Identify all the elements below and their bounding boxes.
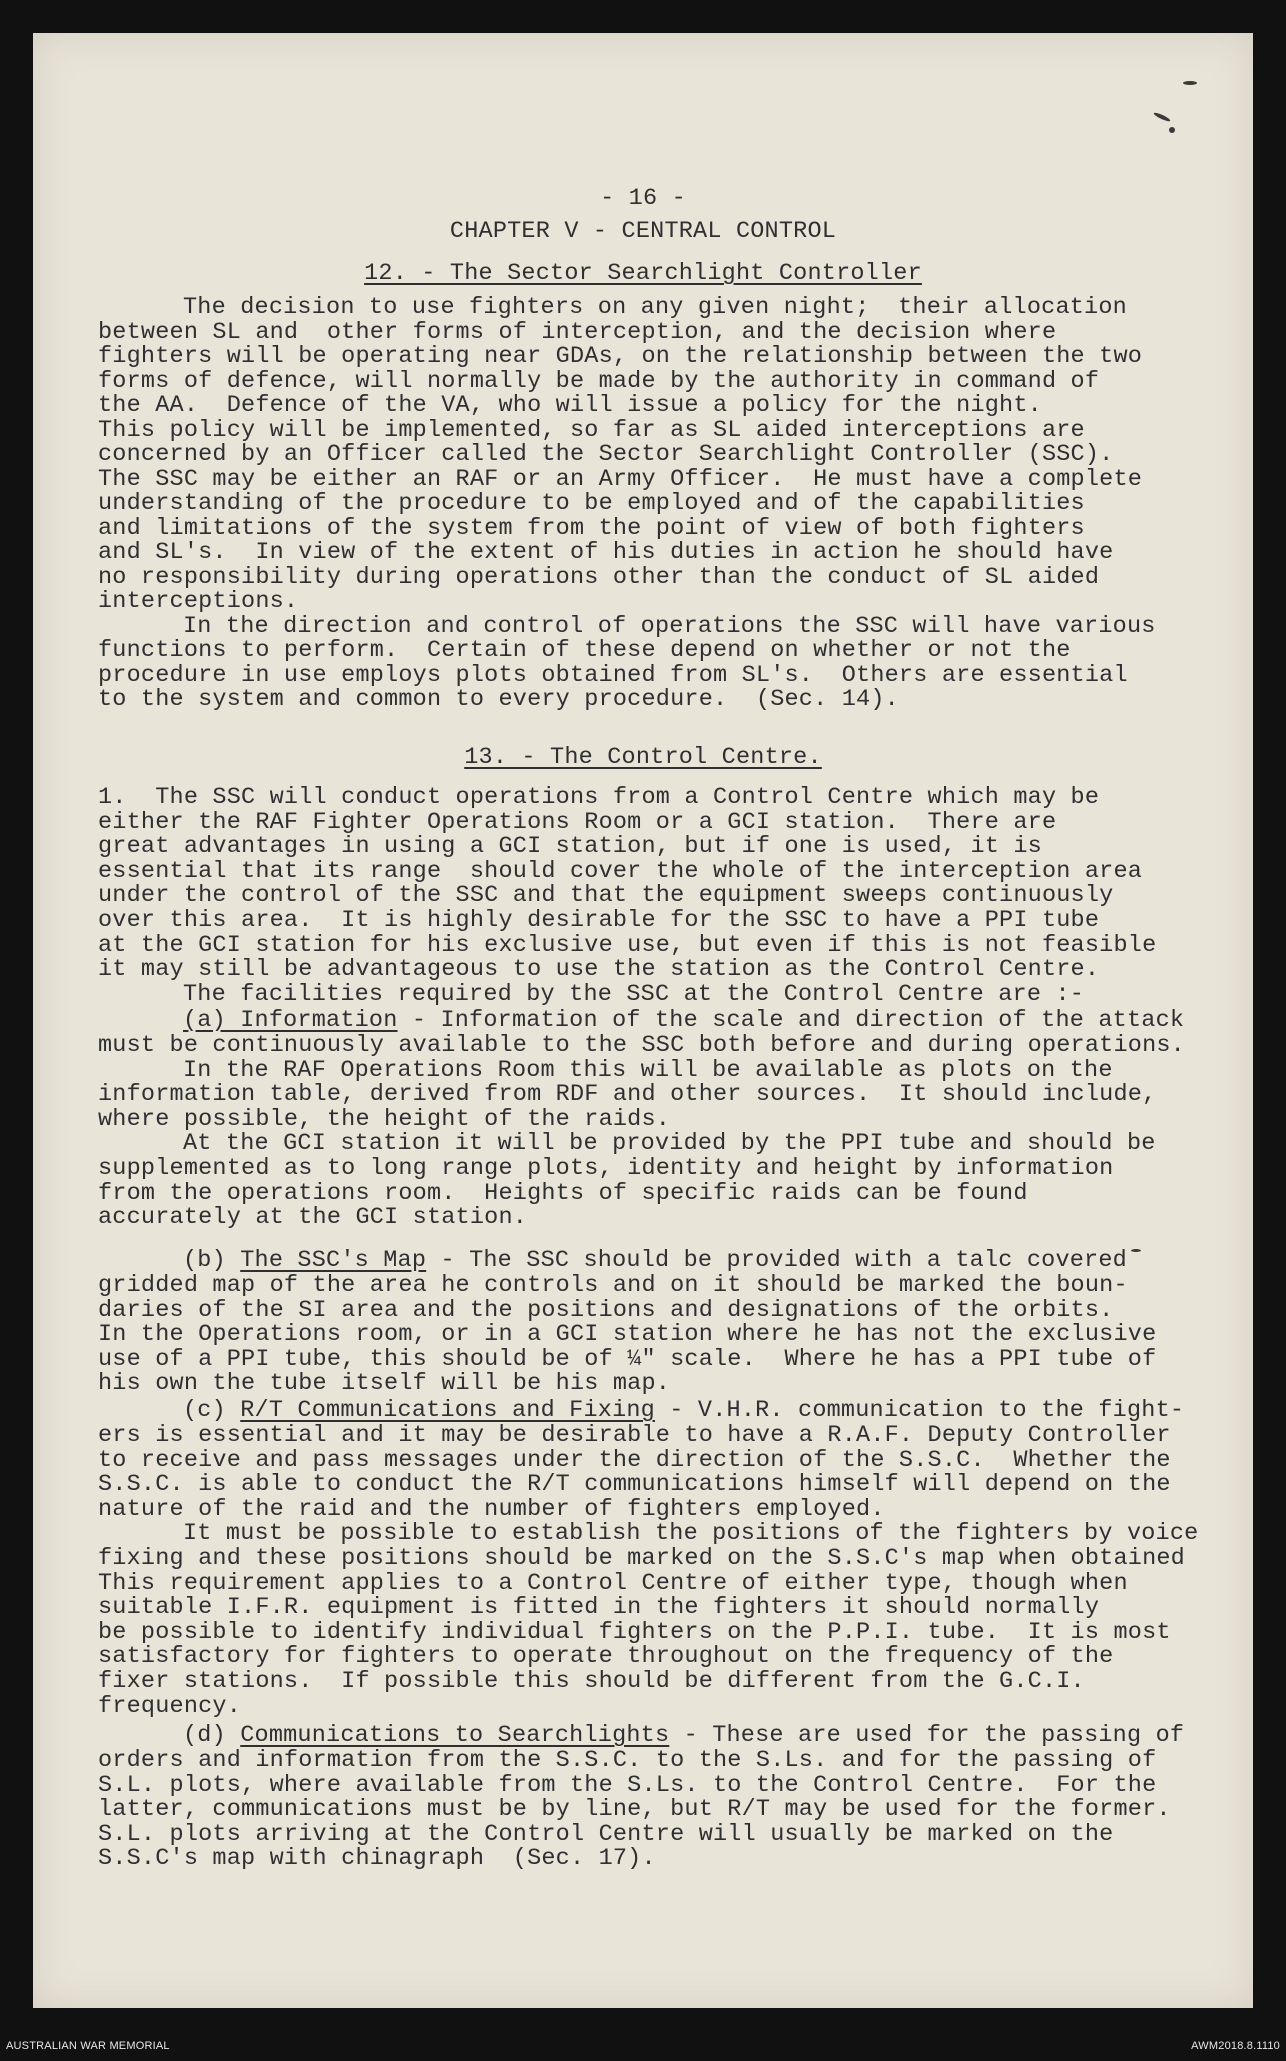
text-line: between SL and other forms of interception, and the decision where (98, 318, 1057, 346)
text-line: The SSC may be either an RAF or an Army Officer. He must have a complete (98, 465, 1143, 493)
text-line: fixer stations. If possible this should be different from the G.C.I. (98, 1668, 1085, 1695)
section-12-heading: 12. - The Sector Searchlight Controller (364, 260, 922, 287)
text-line: In the RAF Operations Room this will be available as plots on the (183, 1056, 1113, 1084)
text-line: satisfactory for fighters to operate throughout on the frequency of the (98, 1643, 1114, 1671)
text-line: must be continuously available to the SSC both before and during operations. (98, 1032, 1185, 1059)
item-c-rest: - V.H.R. communication to the fight- (655, 1397, 1185, 1424)
item-c-label: R/T Communications and Fixing (240, 1397, 655, 1424)
item-a-rest: - Information of the scale and direction of the attack (397, 1007, 1185, 1034)
item-b-prefix: (b) (183, 1247, 241, 1274)
item-d-prefix: (d) (183, 1722, 241, 1749)
page-number: - 16 - (600, 185, 686, 212)
footer-left: AUSTRALIAN WAR MEMORIAL (6, 2040, 170, 2052)
text-line: to receive and pass messages under the direction of the S.S.C. Whether the (98, 1446, 1171, 1474)
text-line: This requirement applies to a Control Centre of either type, though when (98, 1569, 1128, 1597)
text-line: At the GCI station it will be provided by the PPI tube and should be (183, 1130, 1156, 1158)
text-line: 1. The SSC will conduct operations from a Control Centre which may be (98, 784, 1100, 811)
text-line: functions to perform. Certain of these depend on whether or not the (98, 637, 1071, 664)
text-line: understanding of the procedure to be employed and of the capabilities (98, 490, 1085, 517)
text-line: under the control of the SSC and that the equipment sweeps continuously (98, 882, 1114, 910)
text-line: frequency. (98, 1692, 242, 1720)
text-line: and limitations of the system from the point of view of both fighters (98, 514, 1085, 542)
text-line: supplemented as to long range plots, identity and height by information (98, 1155, 1114, 1182)
text-line: either the RAF Fighter Operations Room or a GCI station. There are (98, 808, 1057, 836)
text-line: concerned by an Officer called the Sector Searchlight Controller (SSC). (98, 441, 1114, 468)
text-line: S.L. plots, where available from the S.Ls. to the Control Centre. For the (98, 1771, 1157, 1799)
text-line: S.L. plots arriving at the Control Centre will usually be marked on the (98, 1820, 1114, 1848)
section-13-heading: 13. - The Control Centre. (464, 744, 822, 771)
text-line: suitable I.F.R. equipment is fitted in the fighters it should normally (98, 1594, 1100, 1622)
item-d-label: Communications to Searchlights (240, 1722, 670, 1749)
text-line: the AA. Defence of the VA, who will issue a policy for the night. (98, 392, 1042, 419)
text-line: essential that its range should cover the whole of the interception area (98, 857, 1143, 885)
text-line: it may still be advantageous to use the station as the Control Centre. (98, 956, 1100, 984)
text-line: his own the tube itself will be his map. (98, 1370, 671, 1398)
text-line: In the Operations room, or in a GCI station where he has not the exclusive (98, 1321, 1157, 1349)
item-b-label: The SSC's Map (240, 1247, 427, 1274)
item-a-first-line (183, 1008, 1184, 1033)
text-line: procedure in use employs plots obtained from SL's. Others are essential (98, 661, 1128, 689)
item-c-first-line (183, 1398, 1184, 1423)
text-line: latter, communications must be by line, but R/T may be used for the former. (98, 1796, 1171, 1824)
text-line: ers is essential and it may be desirable to have a R.A.F. Deputy Controller (98, 1422, 1171, 1449)
text-line: nature of the raid and the number of fighters employed. (98, 1495, 885, 1523)
text-line: interceptions. (98, 588, 299, 615)
footer-right: AWM2018.8.1110 (1191, 2040, 1280, 2052)
text-line: accurately at the GCI station. (98, 1204, 528, 1232)
text-line: and SL's. In view of the extent of his duties in action he should have (98, 539, 1114, 566)
text-line: The facilities required by the SSC at the Control Centre are :- (183, 980, 1085, 1008)
text-line: from the operations room. Heights of specific raids can be found (98, 1179, 1028, 1207)
document-page (33, 33, 1253, 2008)
item-c-prefix: (c) (183, 1397, 241, 1424)
text-line: information table, derived from RDF and other sources. It should include, (98, 1081, 1157, 1109)
text-line: where possible, the height of the raids. (98, 1105, 671, 1133)
text-line: gridded map of the area he controls and on it should be marked the boun- (98, 1272, 1128, 1299)
text-line: great advantages in using a GCI station, but if one is used, it is (98, 833, 1042, 861)
item-d-first-line (183, 1723, 1184, 1748)
text-line: This policy will be implemented, so far as SL aided interceptions are (98, 416, 1085, 444)
text-line: S.S.C's map with chinagraph (Sec. 17). (98, 1845, 656, 1873)
item-d-rest: - These are used for the passing of (669, 1722, 1185, 1749)
text-line: It must be possible to establish the positions of the fighters by voice (183, 1520, 1199, 1548)
item-b-rest: - The SSC should be provided with a talc covered (426, 1247, 1127, 1274)
text-line: be possible to identify individual fighters on the P.P.I. tube. It is most (98, 1618, 1171, 1646)
text-line: In the direction and control of operations the SSC will have various (183, 612, 1156, 640)
text-line: orders and information from the S.S.C. to the S.Ls. and for the passing of (98, 1747, 1157, 1774)
text-line: The decision to use fighters on any given night; their allocation (183, 294, 1127, 321)
text-line: over this area. It is highly desirable for the SSC to have a PPI tube (98, 907, 1100, 934)
text-line: at the GCI station for his exclusive use, but even if this is not feasible (98, 931, 1157, 959)
text-line: no responsibility during operations other than the conduct of SL aided (98, 563, 1100, 591)
chapter-title: CHAPTER V - CENTRAL CONTROL (449, 218, 837, 245)
text-line: fixing and these positions should be marked on the S.S.C's map when obtained (98, 1545, 1185, 1572)
item-a-label: (a) Information (183, 1007, 398, 1034)
text-line: fighters will be operating near GDAs, on the relationship between the two (98, 343, 1143, 370)
text-line: daries of the SI area and the positions and designations of the orbits. (98, 1296, 1114, 1324)
text-line: forms of defence, will normally be made by the authority in command of (98, 367, 1100, 395)
text-line: use of a PPI tube, this should be of ¼" scale. Where he has a PPI tube of (98, 1345, 1157, 1373)
text-line: to the system and common to every procedure. (Sec. 14). (98, 686, 899, 713)
item-b-first-line (183, 1248, 1127, 1273)
text-line: S.S.C. is able to conduct the R/T communications himself will depend on the (98, 1471, 1171, 1499)
